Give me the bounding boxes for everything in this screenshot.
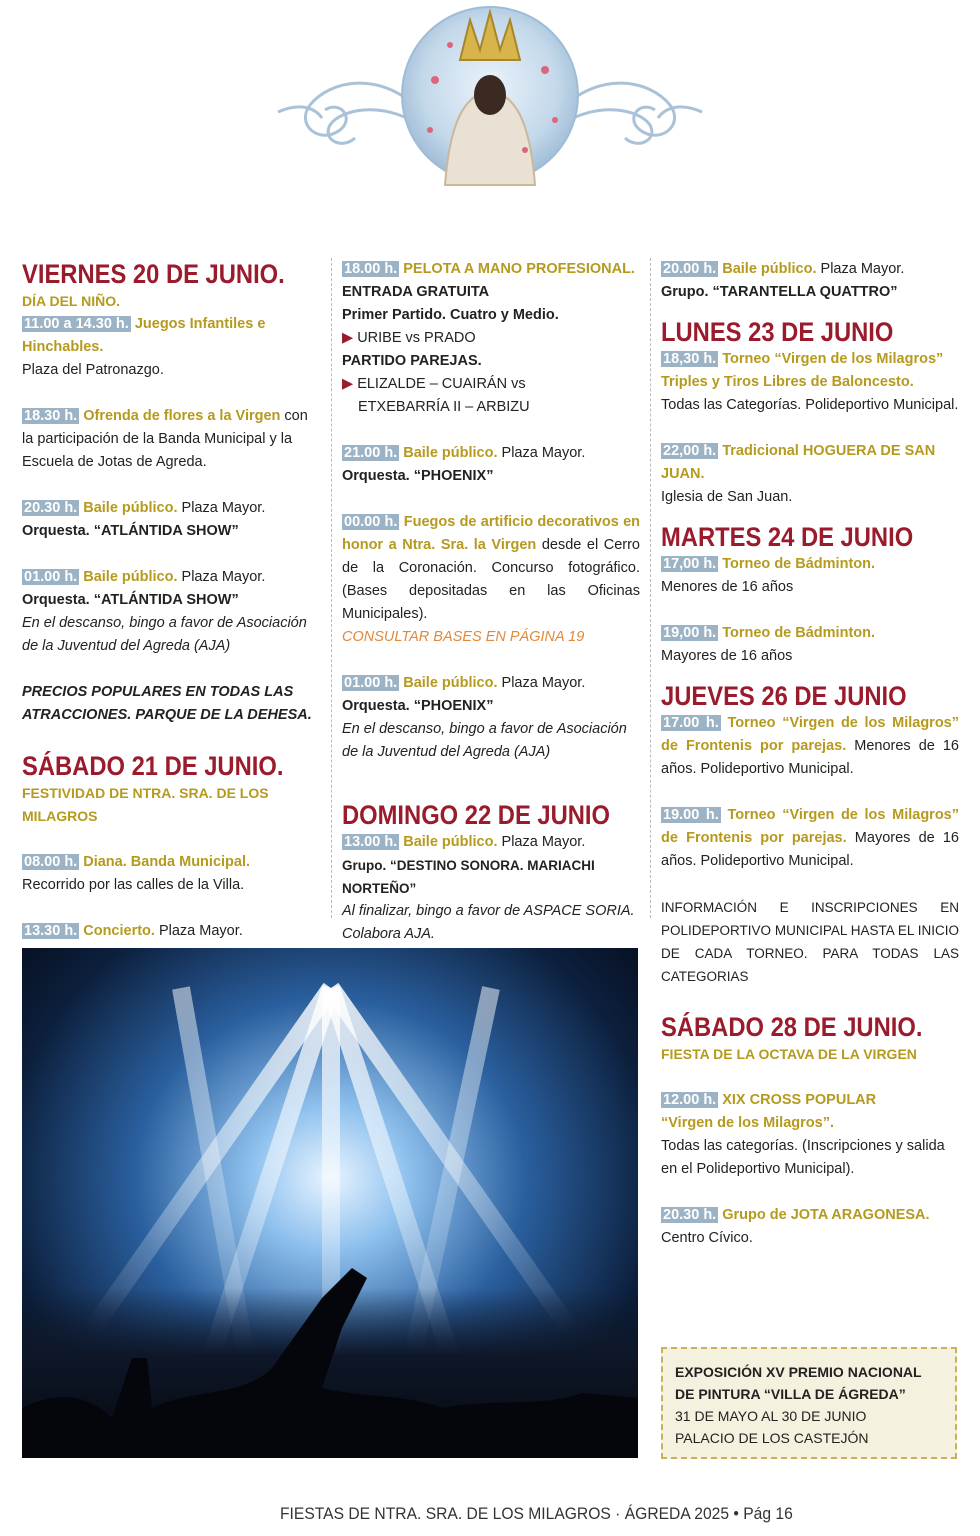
day-title-sabado-28: SÁBADO 28 DE JUNIO. — [661, 1012, 923, 1042]
event-item — [342, 672, 640, 695]
event-item — [661, 712, 959, 781]
event-description: Mayores de 16 años. Polideportivo Municipal. — [661, 830, 959, 869]
event-item — [342, 258, 640, 281]
event-item — [22, 313, 322, 359]
schedule-column-1 — [22, 258, 322, 966]
event-place: Plaza Mayor. — [816, 261, 905, 277]
event-time: 22,00 h. — [663, 443, 717, 459]
event-place: Mayores de 16 años — [661, 648, 793, 664]
event-time: 21.00 h. — [344, 445, 398, 461]
triangle-bullet-icon: ▶ — [342, 330, 354, 346]
event-title: Torneo de Bádminton. — [722, 625, 876, 641]
event-place: Plaza Mayor. — [177, 500, 266, 516]
event-item — [342, 831, 640, 854]
match-line: ▶ ELIZALDE – CUAIRÁN vs — [342, 376, 526, 392]
event-note: En el descanso, bingo a favor de Asociación de la Juventud del Agreda (AJA) — [22, 615, 307, 654]
event-time: 19.00 h. — [663, 807, 719, 823]
event-free-entry: ENTRADA GRATUITA — [342, 284, 490, 300]
event-title: Torneo de Bádminton. — [722, 556, 876, 572]
event-note: Al finalizar, bingo a favor de ASPACE SORIA. Colabora AJA. — [342, 903, 635, 942]
event-title: Grupo de JOTA ARAGONESA. — [722, 1207, 930, 1223]
event-title: Baile público. — [403, 834, 498, 850]
info-notice: INFORMACIÓN E INSCRIPCIONES EN POLIDEPORTIVO MUNICIPAL HASTA EL INICIO DE CADA TORNEO. PARA TODAS LAS CATEGORIAS — [661, 900, 959, 984]
event-title: Diana. Banda Municipal. — [83, 854, 251, 870]
event-time: 01.00 h. — [344, 675, 398, 691]
event-place: Recorrido por las calles de la Villa. — [22, 877, 245, 893]
event-title: Baile público. — [403, 445, 498, 461]
event-item — [22, 566, 322, 589]
column-separator — [331, 258, 333, 918]
bases-link[interactable]: CONSULTAR BASES EN PÁGINA 19 — [342, 629, 585, 645]
column-separator — [650, 258, 652, 918]
day-subtitle: FIESTA DE LA OCTAVA DE LA VIRGEN — [661, 1046, 917, 1062]
event-place: Menores de 16 años — [661, 579, 794, 595]
event-place: Plaza Mayor. — [497, 834, 586, 850]
prices-notice: PRECIOS POPULARES EN TODAS LAS ATRACCIONES. PARQUE DE LA DEHESA. — [22, 684, 312, 723]
event-band: Orquesta. “ATLÁNTIDA SHOW” — [22, 592, 239, 608]
day-title-sabado-21: SÁBADO 21 DE JUNIO. — [22, 751, 284, 781]
concert-photo — [22, 948, 638, 1458]
event-item — [342, 442, 640, 465]
event-time: 19,00 h. — [663, 625, 717, 641]
event-note: En el descanso, bingo a favor de Asociación de la Juventud del Agreda (AJA) — [342, 721, 627, 760]
event-title: PELOTA A MANO PROFESIONAL. — [403, 261, 635, 277]
event-band: Orquesta. “PHOENIX” — [342, 468, 494, 484]
day-subtitle: FESTIVIDAD DE NTRA. SRA. DE LOS MILAGROS — [22, 785, 269, 824]
event-title: Torneo “Virgen de los Milagros” de Frontenis por parejas. — [661, 807, 959, 846]
event-time: 17.00 h. — [663, 715, 719, 731]
event-item — [661, 804, 959, 873]
event-title: Fuegos de artificio decorativos en honor a Ntra. Sra. la Virgen — [342, 514, 641, 553]
event-place: Plaza Mayor. — [497, 445, 586, 461]
day-title-viernes: VIERNES 20 DE JUNIO. — [22, 259, 285, 289]
day-title-domingo: DOMINGO 22 DE JUNIO — [342, 800, 611, 830]
event-time: 00.00 h. — [344, 514, 398, 530]
event-description: Menores de 16 años. Polideportivo Municipal. — [661, 738, 959, 777]
event-item — [661, 348, 959, 394]
match-heading: PARTIDO PAREJAS. — [342, 353, 482, 369]
event-title: Torneo “Virgen de los Milagros” de Frontenis por parejas. — [661, 715, 959, 754]
exhibition-dates: 31 DE MAYO AL 30 DE JUNIO — [675, 1408, 867, 1424]
event-time: 13.00 h. — [344, 834, 398, 850]
triangle-bullet-icon: ▶ — [342, 376, 354, 392]
event-item — [22, 851, 322, 874]
event-time: 11.00 a 14.30 h. — [24, 316, 129, 332]
event-place: Todas las Categorías. Polideportivo Municipal. — [661, 397, 959, 413]
event-time: 01.00 h. — [24, 569, 78, 585]
event-item — [22, 920, 322, 943]
event-title: Torneo “Virgen de los Milagros” Triples y Tiros Libres de Baloncesto. — [661, 351, 944, 390]
event-time: 20.00 h. — [663, 261, 717, 277]
schedule-column-3 — [661, 258, 959, 1250]
event-title: Baile público. — [722, 261, 817, 277]
day-title-jueves: JUEVES 26 DE JUNIO — [661, 681, 907, 711]
event-band: Grupo. “TARANTELLA QUATTRO” — [661, 284, 898, 300]
event-item — [22, 497, 322, 520]
exhibition-box — [661, 1347, 957, 1459]
event-title: Ofrenda de flores a la Virgen — [83, 408, 281, 424]
event-item — [661, 440, 959, 486]
event-title: “Virgen de los Milagros”. — [661, 1115, 834, 1131]
event-description: Todas las categorías. (Inscripciones y salida en el Polideportivo Municipal). — [661, 1138, 945, 1177]
event-place: Iglesia de San Juan. — [661, 489, 793, 505]
event-time: 18.30 h. — [24, 408, 78, 424]
exhibition-title: DE PINTURA “VILLA DE ÁGREDA” — [675, 1386, 906, 1402]
event-place: Plaza del Patronazgo. — [22, 362, 164, 378]
event-item — [661, 258, 959, 281]
event-time: 08.00 h. — [24, 854, 78, 870]
event-title: Tradicional HOGUERA DE SAN JUAN. — [661, 443, 936, 482]
event-description: con la participación de la Banda Municipal y la Escuela de Jotas de Agreda. — [22, 408, 308, 470]
event-time: 17,00 h. — [663, 556, 717, 572]
exhibition-venue: PALACIO DE LOS CASTEJÓN — [675, 1430, 869, 1446]
day-title-martes: MARTES 24 DE JUNIO — [661, 522, 914, 552]
event-band: Grupo. “DESTINO SONORA. MARIACHI NORTEÑO” — [342, 858, 595, 896]
event-item — [661, 622, 959, 645]
event-place: Centro Cívico. — [661, 1230, 753, 1246]
virgin-ornament-icon — [270, 0, 710, 200]
event-title: Baile público. — [83, 569, 178, 585]
event-time: 20.30 h. — [24, 500, 78, 516]
event-time: 18,30 h. — [663, 351, 717, 367]
event-place: Plaza Mayor. — [154, 923, 243, 939]
match-line: ETXEBARRÍA II – ARBIZU — [358, 399, 530, 415]
event-time: 12.00 h. — [663, 1092, 717, 1108]
event-band: Orquesta. “PHOENIX” — [342, 698, 494, 714]
event-item — [661, 1204, 959, 1227]
page-footer: FIESTAS DE NTRA. SRA. DE LOS MILAGROS · ÁGREDA 2025 • Pág 16 — [280, 1504, 793, 1523]
event-title: XIX CROSS POPULAR — [722, 1092, 877, 1108]
match-heading: Primer Partido. Cuatro y Medio. — [342, 307, 559, 323]
event-time: 18.00 h. — [344, 261, 398, 277]
match-line: ▶ URIBE vs PRADO — [342, 330, 476, 346]
event-title: Baile público. — [83, 500, 178, 516]
event-time: 13.30 h. — [24, 923, 78, 939]
event-band: Orquesta. “ATLÁNTIDA SHOW” — [22, 523, 239, 539]
event-item — [661, 553, 959, 576]
event-title: Juegos Infantiles e Hinchables. — [22, 316, 266, 355]
event-description: desde el Cerro de la Coronación. Concurso fotográfico. (Bases depositadas en las Oficinas Municipales). — [342, 537, 640, 622]
schedule-column-2 — [342, 258, 640, 946]
exhibition-title: EXPOSICIÓN XV PREMIO NACIONAL — [675, 1364, 922, 1380]
day-subtitle: DÍA DEL NIÑO. — [22, 293, 121, 309]
event-title: Concierto. — [83, 923, 155, 939]
event-title: Baile público. — [403, 675, 498, 691]
day-title-lunes: LUNES 23 DE JUNIO — [661, 317, 894, 347]
event-item — [661, 1089, 959, 1112]
event-place: Plaza Mayor. — [177, 569, 266, 585]
event-time: 20.30 h. — [663, 1207, 717, 1223]
event-item — [342, 511, 640, 626]
event-place: Plaza Mayor. — [497, 675, 586, 691]
event-item — [22, 405, 322, 474]
